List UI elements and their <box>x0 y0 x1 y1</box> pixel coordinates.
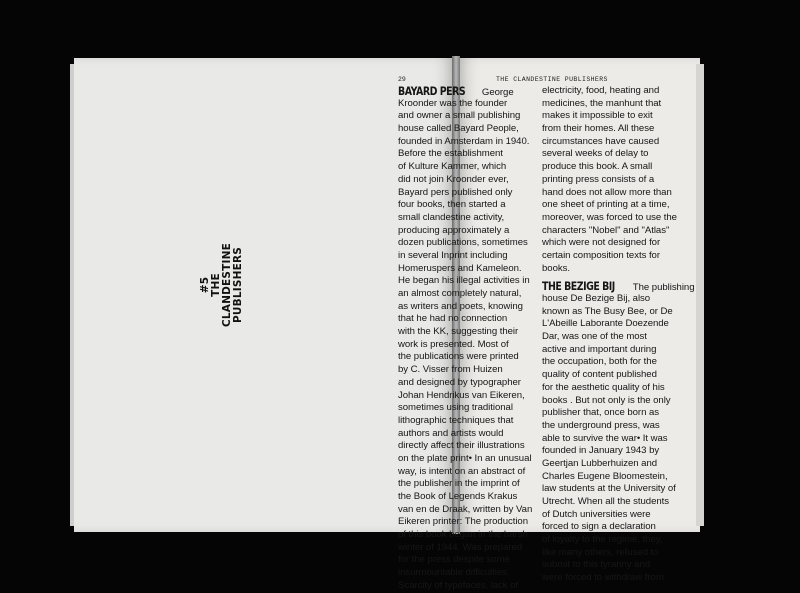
body-text: sometimes using traditional <box>398 402 513 414</box>
body-text: were forced to withdraw from <box>542 572 664 584</box>
body-text: insurmountable difficulties. <box>398 567 510 579</box>
text-line <box>542 407 688 420</box>
text-line <box>542 483 688 496</box>
text-line <box>398 98 544 111</box>
text-line <box>398 339 544 352</box>
body-text: for the press despite some <box>398 554 510 566</box>
body-text: the publisher in the imprint of <box>398 478 520 490</box>
body-text: moreover, was forced to use the <box>542 211 677 223</box>
body-text: which were not designed for <box>542 237 661 249</box>
text-line <box>398 187 544 200</box>
text-line <box>398 161 544 174</box>
text-line <box>398 516 544 529</box>
body-text: lithographic techniques that <box>398 414 514 426</box>
text-line <box>542 420 688 433</box>
text-line <box>398 263 544 276</box>
body-text: in several Inprint including <box>398 249 508 261</box>
chapter-title-line: THE <box>210 273 222 297</box>
text-line <box>398 428 544 441</box>
body-text: as writers and poets, knowing <box>398 300 523 312</box>
body-text: publisher that, once born as <box>542 407 659 419</box>
body-text: way, is intent on an abstract of <box>398 465 526 477</box>
text-line <box>542 458 688 471</box>
body-text: work is presented. Most of <box>398 338 509 350</box>
body-text: Kroonder was the founder <box>398 97 508 109</box>
text-line <box>542 85 688 98</box>
body-text: on the plate print• In an unusual <box>398 452 532 464</box>
page-number: 29 <box>398 76 406 83</box>
text-line <box>398 110 544 123</box>
body-text: law students at the University of <box>542 483 676 495</box>
text-line <box>398 567 544 580</box>
body-text: Before the establishment <box>398 148 503 160</box>
body-text: books. <box>542 262 570 274</box>
text-line <box>542 279 695 294</box>
text-line <box>542 110 688 123</box>
body-text: of loyalty to the regime, they, <box>542 534 663 546</box>
body-text: produce this book. A small <box>542 161 653 173</box>
text-line <box>542 306 688 319</box>
body-text: founded in Amsterdam in 1940. <box>398 135 530 147</box>
text-line <box>542 263 688 276</box>
text-line <box>398 453 544 466</box>
body-text: the publications were printed <box>398 351 519 363</box>
section-heading: THE BEZIGE BIJ <box>542 279 615 294</box>
body-text: active and important during <box>542 343 657 355</box>
text-line <box>542 471 688 484</box>
text-line <box>542 123 688 136</box>
body-text: and designed by typographer <box>398 376 521 388</box>
body-text: Bayard pers published only <box>398 186 513 198</box>
body-text: Scarcity of typefaces, lack of <box>398 579 519 591</box>
text-line <box>542 521 688 534</box>
body-text: The publishing <box>632 282 695 294</box>
text-line <box>542 293 688 306</box>
text-line <box>542 433 688 446</box>
text-line <box>398 351 544 364</box>
text-line <box>542 174 688 187</box>
text-line <box>542 382 688 395</box>
text-line <box>398 554 544 567</box>
text-line <box>398 313 544 326</box>
body-text: submit to this tyranny and <box>542 559 651 571</box>
text-line <box>398 377 544 390</box>
chapter-title-line: CLANDESTINE <box>221 243 233 327</box>
text-line <box>542 331 688 344</box>
right-page-edge <box>696 64 704 526</box>
body-text: circumstances have caused <box>542 135 660 147</box>
text-line <box>398 466 544 479</box>
text-line <box>398 415 544 428</box>
body-text: house called Bayard People, <box>398 123 519 135</box>
text-line <box>542 547 688 560</box>
chapter-title-vertical <box>200 220 244 350</box>
text-line <box>542 212 688 225</box>
body-text: several weeks of delay to <box>542 148 649 160</box>
body-text: did not join Kroonder ever, <box>398 173 509 185</box>
text-line <box>398 174 544 187</box>
text-line <box>398 275 544 288</box>
body-text: with the KK, suggesting their <box>398 326 519 338</box>
text-line <box>398 199 544 212</box>
text-line <box>542 237 688 250</box>
body-text: dozen publications, sometimes <box>398 237 528 249</box>
body-text: house De Bezige Bij, also <box>542 293 651 304</box>
body-text: of Dutch universities were <box>542 508 651 520</box>
chapter-number: #5 <box>199 276 211 294</box>
text-line <box>398 529 544 542</box>
body-text: Homeruspers and Kameleon. <box>398 262 522 274</box>
body-text: hand does not allow more than <box>542 186 672 198</box>
body-text: directly affect their illustrations <box>398 440 525 452</box>
text-line <box>542 98 688 111</box>
body-text: printing press consists of a <box>542 173 655 185</box>
text-line <box>398 542 544 555</box>
text-line <box>542 395 688 408</box>
text-line <box>542 356 688 369</box>
body-text: one sheet of printing at a time, <box>542 199 670 211</box>
text-line <box>398 225 544 238</box>
body-text: certain composition texts for <box>542 249 660 261</box>
text-line <box>398 212 544 225</box>
chapter-title-line: PUBLISHERS <box>232 247 244 323</box>
text-line <box>542 534 688 547</box>
body-text: for the aesthetic quality of his <box>542 381 665 393</box>
body-text: able to survive the war• It was <box>542 432 668 444</box>
text-line <box>542 509 688 522</box>
text-line <box>398 390 544 403</box>
text-line <box>542 496 688 509</box>
section-heading: BAYARD PERS <box>398 84 466 98</box>
body-text: He began his illegal activities in <box>398 275 530 287</box>
text-line <box>542 250 688 263</box>
text-line <box>398 123 544 136</box>
body-text: L'Abeille Laborante Doezende <box>542 318 669 330</box>
running-head-title: THE CLANDESTINE PUBLISHERS <box>496 76 608 83</box>
text-line <box>542 369 688 382</box>
body-text: and owner a small publishing <box>398 110 521 122</box>
body-text: Dar, was one of the most <box>542 331 647 343</box>
body-text: like many others, refused to <box>542 546 659 558</box>
text-line <box>398 288 544 301</box>
body-text: Utrecht. When all the students <box>542 496 670 507</box>
text-line <box>398 136 544 149</box>
text-line <box>398 301 544 314</box>
body-text: founded in January 1943 by <box>542 445 660 457</box>
text-line <box>398 580 544 593</box>
body-text: of Kulture Kammer, which <box>398 161 507 173</box>
text-line <box>542 199 688 212</box>
body-text: the Book of Legends Krakus <box>398 491 518 502</box>
text-line <box>542 136 688 149</box>
text-line <box>542 344 688 357</box>
body-text: forced to sign a declaration <box>542 521 656 533</box>
body-text: small clandestine activity, <box>398 211 505 223</box>
body-text: by C. Visser from Huizen <box>398 364 503 376</box>
text-column-2 <box>542 85 695 585</box>
body-text: electricity, food, heating and <box>542 85 660 96</box>
text-line <box>398 364 544 377</box>
body-text: quality of content published <box>542 369 657 381</box>
body-text: known as The Busy Bee, or De <box>542 305 673 317</box>
text-line <box>542 225 688 238</box>
text-line <box>542 318 688 331</box>
text-line <box>398 478 544 491</box>
text-line <box>398 250 544 263</box>
body-text: the underground press, was <box>542 419 660 431</box>
body-text: winter of 1944. Was prepared <box>398 541 523 553</box>
text-line <box>542 161 688 174</box>
body-text: Geertjan Lubberhuizen and <box>542 457 658 469</box>
body-text: characters "Nobel" and "Atlas" <box>542 224 670 236</box>
body-text: from their homes. All these <box>542 123 655 135</box>
text-line <box>542 187 688 200</box>
body-text: makes it impossible to exit <box>542 110 653 122</box>
text-line <box>398 504 544 517</box>
text-line <box>398 326 544 339</box>
body-text: Eikeren printer: The production <box>398 516 528 528</box>
text-line <box>398 440 544 453</box>
text-line <box>398 85 544 98</box>
text-line <box>542 148 688 161</box>
text-column-1 <box>398 85 544 593</box>
body-text: medicines, the manhunt that <box>542 97 662 109</box>
text-line <box>542 572 688 585</box>
body-text: George <box>481 87 514 98</box>
body-text: books . But not only is the only <box>542 394 671 406</box>
text-line <box>398 237 544 250</box>
text-line <box>398 402 544 415</box>
text-line <box>542 559 688 572</box>
body-text: the occupation, both for the <box>542 356 657 368</box>
body-text: Johan Hendrikus van Eikeren, <box>398 389 525 401</box>
body-text: producing approximately a <box>398 224 510 236</box>
body-text: that he had no connection <box>398 313 508 325</box>
body-text: van en de Draak, written by Van <box>398 503 533 515</box>
body-text: authors and artists would <box>398 427 504 439</box>
text-line <box>398 491 544 504</box>
body-text: four books, then started a <box>398 199 506 211</box>
body-text: Charles Eugene Bloomestein, <box>542 470 668 482</box>
body-text: an almost completely natural, <box>398 288 522 299</box>
text-line <box>542 445 688 458</box>
text-line <box>398 148 544 161</box>
body-text: of this book began in the harsh <box>398 529 528 541</box>
